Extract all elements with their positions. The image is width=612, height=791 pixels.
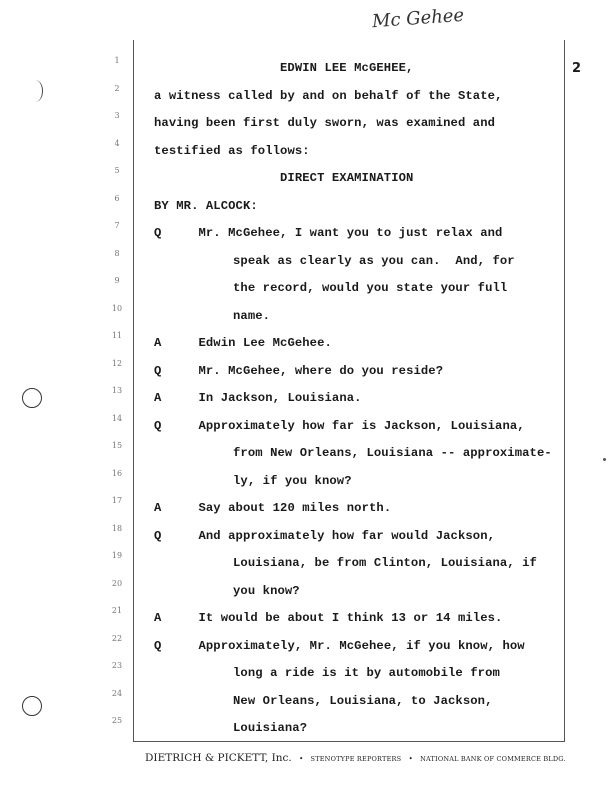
footer-address: NATIONAL BANK OF COMMERCE BLDG. [420, 755, 566, 763]
transcript-line: ly, if you know? [233, 474, 352, 488]
line-number: 18 [111, 524, 123, 533]
transcript-line: the record, would you state your full [233, 281, 508, 295]
line-number: 6 [114, 194, 120, 203]
hole-punch [22, 696, 42, 716]
line-number: 19 [111, 551, 123, 560]
line-number: 11 [111, 331, 123, 340]
transcript-line: you know? [233, 584, 300, 598]
line-number: 13 [111, 386, 123, 395]
line-number: 10 [111, 304, 123, 313]
line-number: 5 [114, 166, 120, 175]
transcript-line: Q Mr. McGehee, where do you reside? [154, 364, 444, 378]
line-number: 24 [111, 689, 123, 698]
line-number: 12 [111, 359, 123, 368]
line-number: 15 [111, 441, 123, 450]
line-number: 3 [114, 111, 120, 120]
edge-mark [603, 458, 606, 461]
hole-punch [22, 388, 42, 408]
transcript-line: Louisiana, be from Clinton, Louisiana, if [233, 556, 537, 570]
transcript-line: speak as clearly as you can. And, for [233, 254, 515, 268]
transcript-line: a witness called by and on behalf of the State, [154, 89, 503, 103]
line-number: 8 [114, 249, 120, 258]
page-number: 2 [572, 61, 582, 76]
transcript-line: having been first duly sworn, was examined and [154, 116, 496, 130]
line-number: 23 [111, 661, 123, 670]
page-footer [145, 752, 565, 764]
transcript-line: A Edwin Lee McGehee. [154, 336, 332, 350]
transcript-line: name. [233, 309, 271, 323]
line-number: 20 [111, 579, 123, 588]
handwritten-note: Mc Gehee [371, 4, 465, 33]
transcript-line: from New Orleans, Louisiana -- approximate- [233, 446, 552, 460]
transcript-line: long a ride is it by automobile from [233, 666, 500, 680]
line-number: 9 [114, 276, 120, 285]
line-number: 21 [111, 606, 123, 615]
section-heading: DIRECT EXAMINATION [280, 171, 414, 185]
margin-rule-right [564, 40, 565, 742]
line-number: 16 [111, 469, 123, 478]
hole-punch-mark [28, 80, 43, 102]
line-number: 14 [111, 414, 123, 423]
footer-firm: DIETRICH & PICKETT, Inc. [145, 752, 292, 764]
transcript-line: Q Mr. McGehee, I want you to just relax and [154, 226, 503, 240]
witness-heading: EDWIN LEE McGEHEE, [280, 61, 414, 75]
footer-service: STENOTYPE REPORTERS [310, 755, 402, 763]
footer-separator: • [299, 755, 304, 763]
transcript-line: A In Jackson, Louisiana. [154, 391, 362, 405]
transcript-line: Q And approximately how far would Jackson, [154, 529, 496, 543]
transcript-line: testified as follows: [154, 144, 310, 158]
transcript-line: Q Approximately, Mr. McGehee, if you know, how [154, 639, 525, 653]
margin-rule-left [133, 40, 134, 742]
line-number: 25 [111, 716, 123, 725]
line-number: 22 [111, 634, 123, 643]
line-number: 4 [114, 139, 120, 148]
line-number: 2 [114, 84, 120, 93]
footer-separator: • [408, 755, 413, 763]
bottom-rule [133, 741, 565, 742]
transcript-line: Q Approximately how far is Jackson, Louisiana, [154, 419, 525, 433]
examiner-label: BY MR. ALCOCK: [154, 199, 258, 213]
transcript-line: Louisiana? [233, 721, 308, 735]
line-number: 17 [111, 496, 123, 505]
transcript-line: A Say about 120 miles north. [154, 501, 392, 515]
line-number: 7 [114, 221, 120, 230]
line-number: 1 [114, 56, 120, 65]
transcript-line: A It would be about I think 13 or 14 miles. [154, 611, 503, 625]
transcript-line: New Orleans, Louisiana, to Jackson, [233, 694, 493, 708]
